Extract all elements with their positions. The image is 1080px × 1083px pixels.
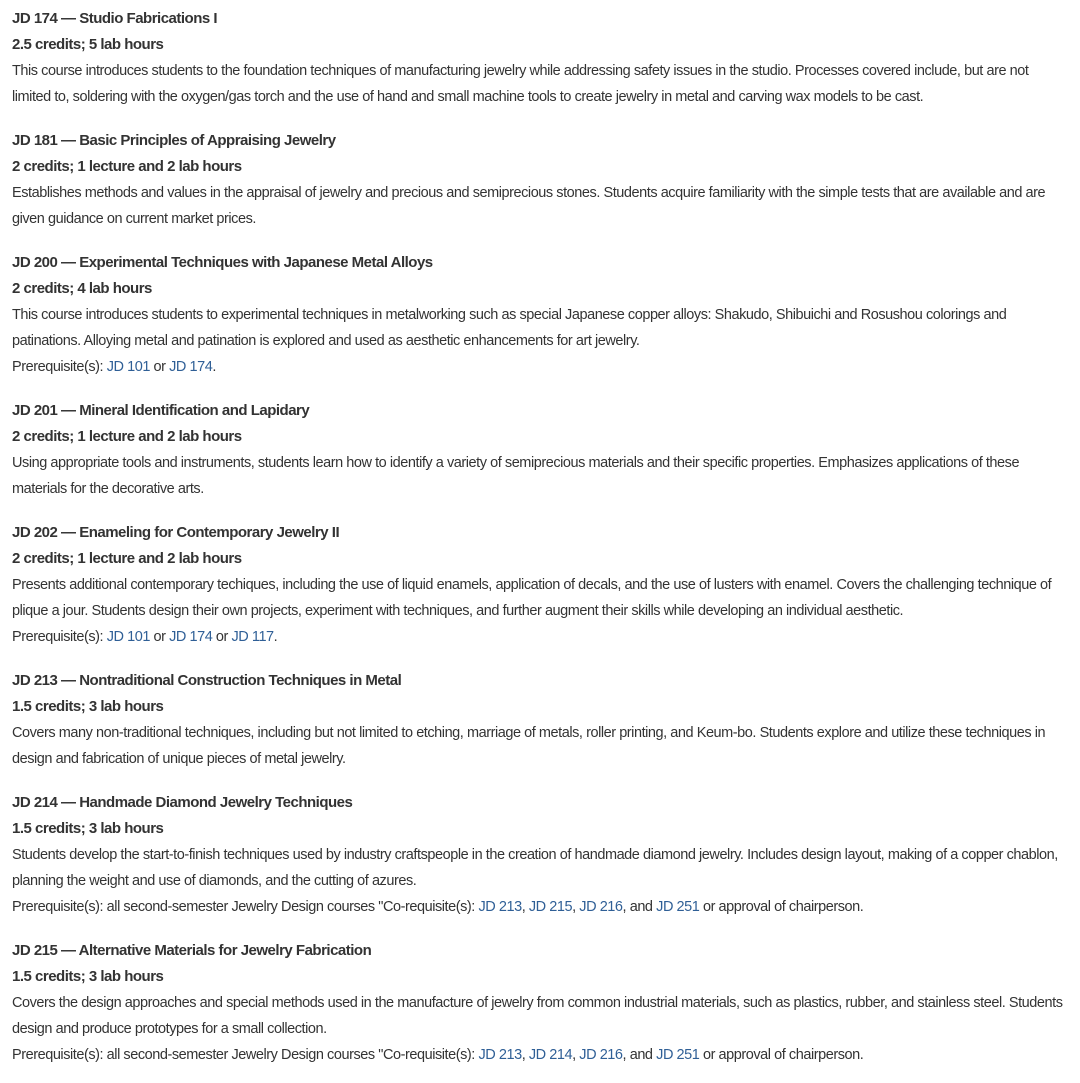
course-description: Using appropriate tools and instruments, students learn how to identify a variety of semiprecious materials and their specific properties. Emphasizes applications of these materials for the decorative arts. bbox=[12, 455, 1020, 497]
link-jd-101[interactable]: JD 101 bbox=[106, 629, 150, 645]
prereq-label: Prerequisite(s): bbox=[12, 629, 107, 645]
course-credits: 2 credits; 1 lecture and 2 lab hours bbox=[12, 428, 242, 445]
course-description: Establishes methods and values in the appraisal of jewelry and precious and semiprecious stones. Students acquire familiarity with the simple tests that are available and are given guidance on current market prices. bbox=[12, 185, 1046, 227]
course-title: JD 215 — Alternative Materials for Jewelry Fabrication bbox=[12, 942, 372, 959]
prereq-end: . bbox=[212, 359, 216, 375]
prereq-separator: , bbox=[521, 1047, 529, 1063]
course-entry-jd-174 bbox=[12, 6, 1068, 110]
link-jd-215[interactable]: JD 215 bbox=[528, 899, 573, 915]
course-description: Covers the design approaches and special methods used in the manufacture of jewelry from common industrial materials, such as plastics, rubber, and stainless steel. Students design and produce prototypes for a small collection. bbox=[12, 995, 1063, 1037]
course-credits: 2 credits; 1 lecture and 2 lab hours bbox=[12, 158, 242, 175]
course-title: JD 181 — Basic Principles of Appraising Jewelry bbox=[12, 132, 336, 149]
prerequisites bbox=[12, 894, 1068, 920]
prereq-end: or approval of chairperson. bbox=[699, 899, 864, 915]
course-description: Students develop the start-to-finish techniques used by industry craftspeople in the creation of handmade diamond jewelry. Includes design layout, making of a copper chablon, planning the weight and use of diamonds, and the cutting of azures. bbox=[12, 847, 1058, 889]
prereq-label: Prerequisite(s): bbox=[12, 359, 107, 375]
prereq-separator: , bbox=[572, 1047, 580, 1063]
prereq-separator: , and bbox=[622, 899, 657, 915]
course-entry-jd-202 bbox=[12, 520, 1068, 650]
course-description: Presents additional contemporary techiques, including the use of liquid enamels, application of decals, and the use of lusters with enamel. Covers the challenging technique of plique a jour. Students design their own projects, experiment with techniques, and further augment their skills while developing an individual aesthetic. bbox=[12, 577, 1052, 619]
course-entry-jd-200 bbox=[12, 250, 1068, 380]
course-credits: 2.5 credits; 5 lab hours bbox=[12, 36, 164, 53]
link-jd-174[interactable]: JD 174 bbox=[169, 629, 213, 645]
prereq-separator: , bbox=[521, 899, 529, 915]
link-jd-214[interactable]: JD 214 bbox=[528, 1047, 573, 1063]
prereq-separator: , and bbox=[622, 1047, 657, 1063]
course-credits: 2 credits; 1 lecture and 2 lab hours bbox=[12, 550, 242, 567]
link-jd-213[interactable]: JD 213 bbox=[478, 899, 522, 915]
prereq-label: Prerequisite(s): all second-semester Jewelry Design courses "Co-requisite(s): bbox=[12, 899, 479, 915]
course-title: JD 174 — Studio Fabrications I bbox=[12, 10, 218, 27]
prereq-end: or approval of chairperson. bbox=[699, 1047, 864, 1063]
link-jd-101[interactable]: JD 101 bbox=[106, 359, 150, 375]
prereq-separator: or bbox=[149, 629, 170, 645]
course-title: JD 202 — Enameling for Contemporary Jewelry II bbox=[12, 524, 340, 541]
course-description: This course introduces students to the foundation techniques of manufacturing jewelry while addressing safety issues in the studio. Processes covered include, but are not limited to, soldering with the oxygen/gas torch and the use of hand and small machine tools to create jewelry in metal and carving wax models to be cast. bbox=[12, 63, 1029, 105]
course-description: Covers many non-traditional techniques, including but not limited to etching, marriage of metals, roller printing, and Keum-bo. Students explore and utilize these techniques in design and fabrication of unique pieces of metal jewelry. bbox=[12, 725, 1046, 767]
course-credits: 1.5 credits; 3 lab hours bbox=[12, 968, 164, 985]
link-jd-174[interactable]: JD 174 bbox=[169, 359, 213, 375]
course-description: This course introduces students to experimental techniques in metalworking such as special Japanese copper alloys: Shakudo, Shibuichi and Rosushou colorings and patinations. Alloying metal and patination is explored and used as aesthetic enhancements for art jewelry. bbox=[12, 307, 1007, 349]
course-entry-jd-201 bbox=[12, 398, 1068, 502]
course-title: JD 200 — Experimental Techniques with Japanese Metal Alloys bbox=[12, 254, 433, 271]
link-jd-216[interactable]: JD 216 bbox=[579, 1047, 623, 1063]
course-credits: 2 credits; 4 lab hours bbox=[12, 280, 152, 297]
prerequisites bbox=[12, 1042, 1068, 1068]
prereq-end: . bbox=[273, 629, 278, 645]
link-jd-251[interactable]: JD 251 bbox=[656, 899, 700, 915]
link-jd-117[interactable]: JD 117 bbox=[231, 629, 274, 645]
course-entry-jd-214 bbox=[12, 790, 1068, 920]
course-title: JD 201 — Mineral Identification and Lapidary bbox=[12, 402, 310, 419]
prerequisites bbox=[12, 354, 1068, 380]
link-jd-251[interactable]: JD 251 bbox=[656, 1047, 700, 1063]
prereq-separator: or bbox=[149, 359, 170, 375]
course-credits: 1.5 credits; 3 lab hours bbox=[12, 820, 164, 837]
link-jd-216[interactable]: JD 216 bbox=[579, 899, 623, 915]
course-entry-jd-181 bbox=[12, 128, 1068, 232]
prerequisites bbox=[12, 624, 1068, 650]
course-entry-jd-213 bbox=[12, 668, 1068, 772]
prereq-label: Prerequisite(s): all second-semester Jewelry Design courses "Co-requisite(s): bbox=[12, 1047, 479, 1063]
link-jd-213[interactable]: JD 213 bbox=[478, 1047, 522, 1063]
course-credits: 1.5 credits; 3 lab hours bbox=[12, 698, 164, 715]
course-entry-jd-215 bbox=[12, 938, 1068, 1068]
course-title: JD 213 — Nontraditional Construction Techniques in Metal bbox=[12, 672, 402, 689]
course-title: JD 214 — Handmade Diamond Jewelry Techniques bbox=[12, 794, 353, 811]
prereq-separator: or bbox=[212, 629, 232, 645]
prereq-separator: , bbox=[572, 899, 580, 915]
